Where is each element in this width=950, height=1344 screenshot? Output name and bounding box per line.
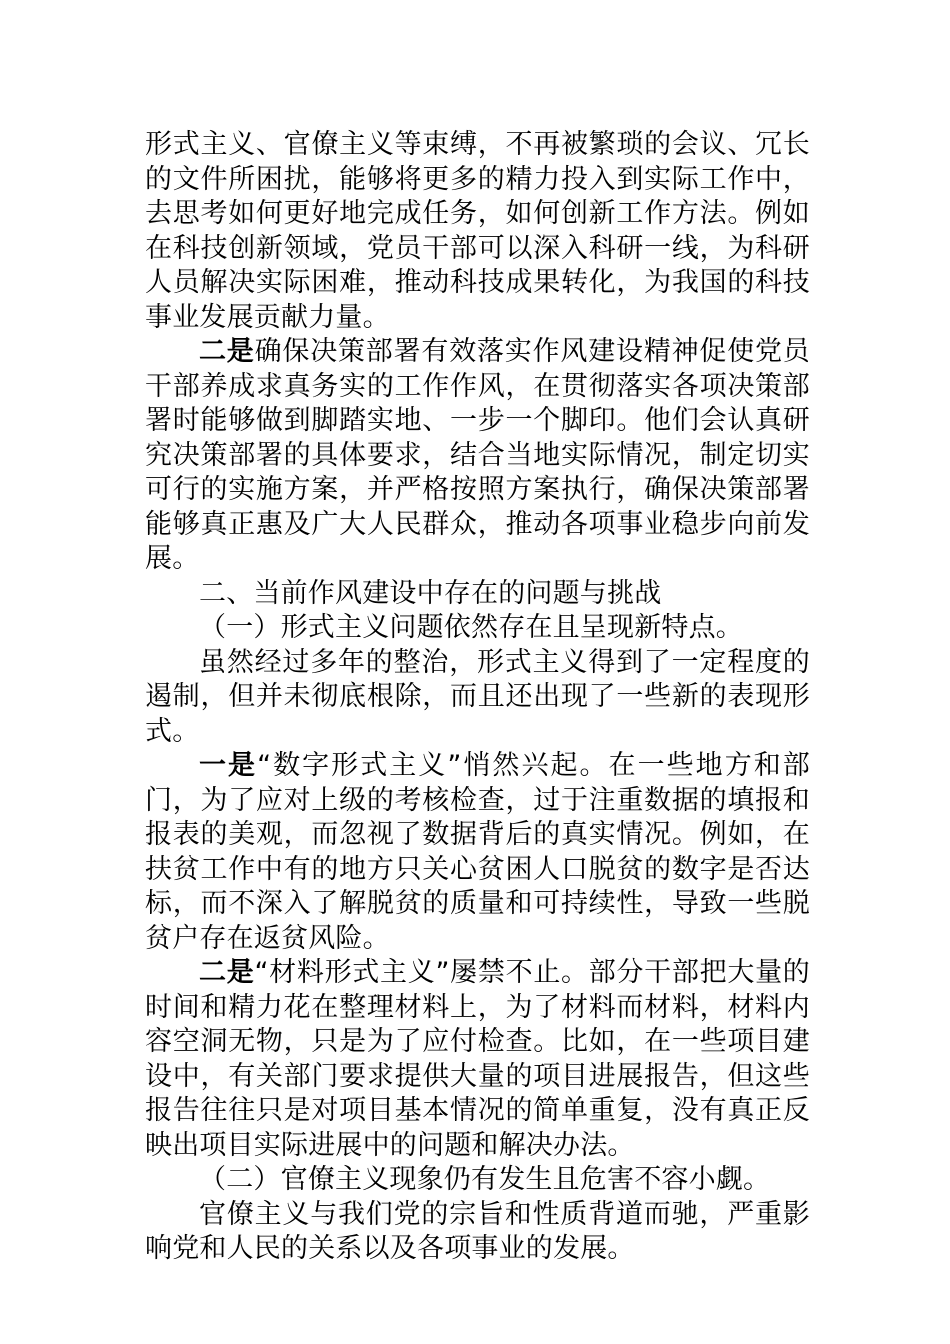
paragraph-intro <box>145 1198 810 1267</box>
paragraph-text: 虽然经过多年的整治，形式主义得到了一定程度的遏制，但并未彻底根除，而且还出现了一些新的表现形式。 <box>145 646 810 747</box>
paragraph-lead: 一是 <box>199 750 258 781</box>
paragraph-text: “数字形式主义”悄然兴起。在一些地方和部门，为了应对上级的考核检查，过于注重数据的填报和报表的美观，而忽视了数据背后的真实情况。例如，在扶贫工作中有的地方只关心贫困人口脱贫的数字是否达标，而不深入了解脱贫的质量和可持续性，导致一些脱贫户存在返贫风险。 <box>145 750 810 954</box>
paragraph-point-one <box>145 749 810 956</box>
paragraph-lead: 二是 <box>199 957 255 988</box>
subsection-heading <box>145 611 810 646</box>
subsection-heading-text: （一）形式主义问题依然存在且呈现新特点。 <box>199 612 743 643</box>
subsection-heading-text: （二）官僚主义现象仍有发生且危害不容小觑。 <box>199 1164 771 1195</box>
paragraph-text: 确保决策部署有效落实作风建设精神促使党员干部养成求真务实的工作作风，在贯彻落实各项决策部署时能够做到脚踏实地、一步一个脚印。他们会认真研究决策部署的具体要求，结合当地实际情况，制定切实可行的实施方案，并严格按照方案执行，确保决策部署能够真正惠及广大人民群众，推动各项事业稳步向前发展。 <box>145 336 811 574</box>
paragraph-intro <box>145 646 810 750</box>
paragraph-continuation <box>145 128 810 335</box>
paragraph-text: “材料形式主义”屡禁不止。部分干部把大量的时间和精力花在整理材料上，为了材料而材料，材料内容空洞无物，只是为了应付检查。比如，在一些项目建设中，有关部门要求提供大量的项目进展报告，但这些报告往往只是对项目基本情况的简单重复，没有真正反映出项目实际进展中的问题和解决办法。 <box>145 957 810 1161</box>
subsection-heading <box>145 1163 810 1198</box>
section-heading <box>145 577 810 612</box>
paragraph-text: 官僚主义与我们党的宗旨和性质背道而驰，严重影响党和人民的关系以及各项事业的发展。 <box>145 1198 810 1264</box>
paragraph-point-two-b <box>145 956 810 1163</box>
document-body <box>145 128 810 1267</box>
section-heading-text: 二、当前作风建设中存在的问题与挑战 <box>199 577 662 609</box>
paragraph-lead: 二是 <box>199 336 255 367</box>
paragraph-point-two <box>145 335 810 577</box>
paragraph-text: 形式主义、官僚主义等束缚，不再被繁琐的会议、冗长的文件所困扰，能够将更多的精力投入到实际工作中，去思考如何更好地完成任务，如何创新工作方法。例如在科技创新领域，党员干部可以深入科研一线，为科研人员解决实际困难，推动科技成果转化，为我国的科技事业发展贡献力量。 <box>145 129 810 333</box>
